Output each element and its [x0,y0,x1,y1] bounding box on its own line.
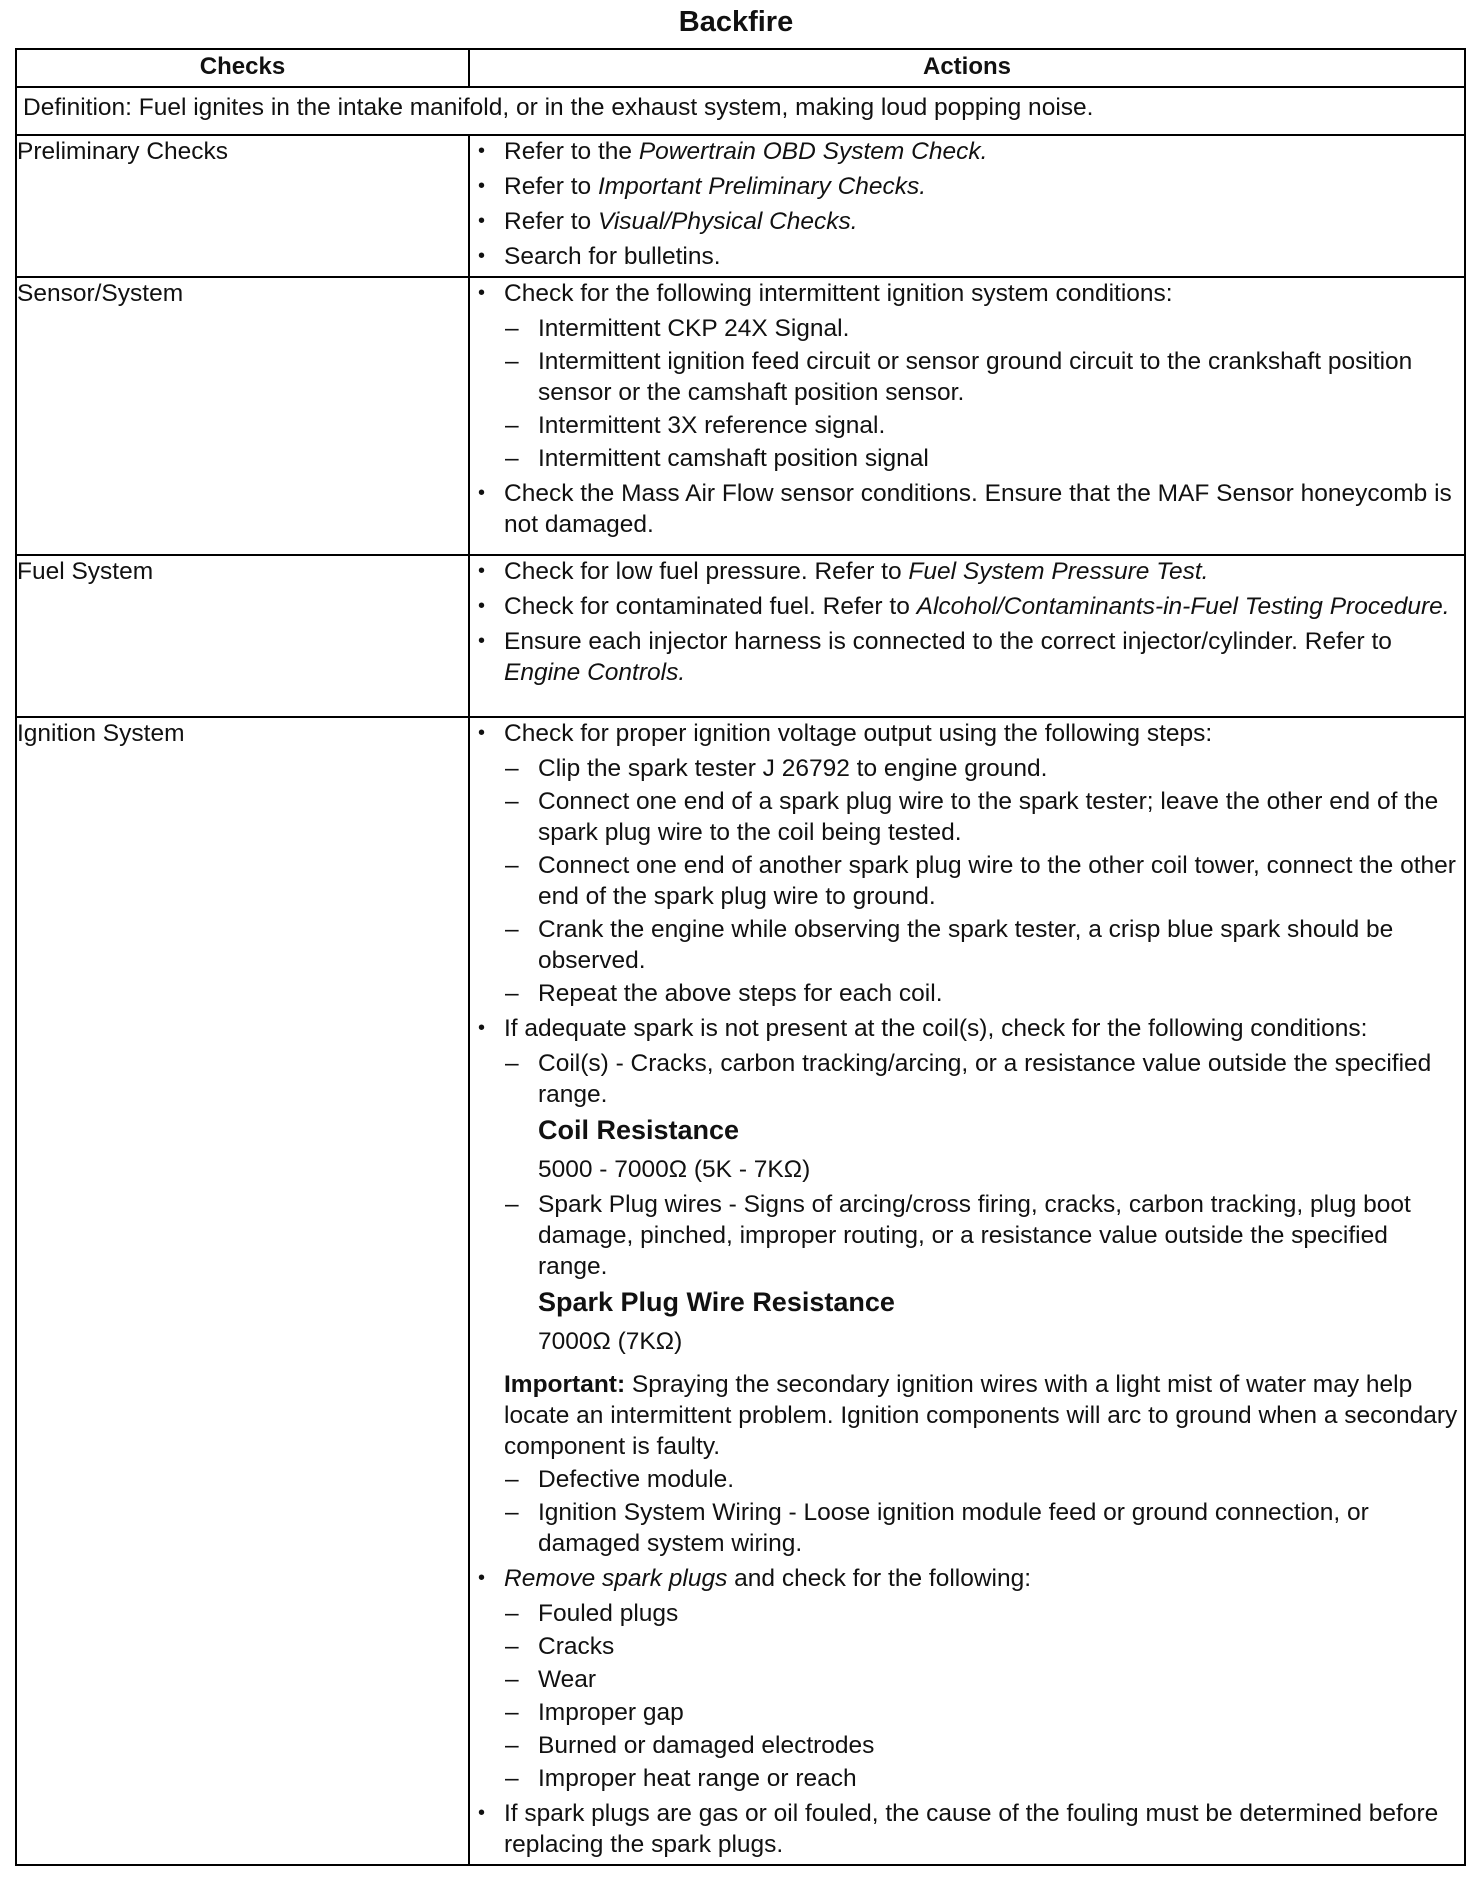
checks-header: Checks [16,49,469,87]
list-item: • If spark plugs are gas or oil fouled, the cause of the fouling must be determined before replacing the spark plugs. [504,1798,1464,1860]
sub-item: – Burned or damaged electrodes [538,1730,1464,1761]
sub-item: – Connect one end of a spark plug wire to the spark tester; leave the other end of the spark plug wire to the coil being tested. [538,786,1464,848]
list-item: • Remove spark plugs and check for the following: – Fouled plugs – Cracks – Wear – Improper gap – Burned or damaged electrodes – Improper heat range or reach [504,1563,1464,1794]
page-title: Backfire [678,6,794,38]
diagnostic-table [15,48,1466,1866]
sub-item: – Intermittent CKP 24X Signal. [538,313,1464,344]
sub-item: – Improper heat range or reach [538,1763,1464,1794]
list-item: • Check for contaminated fuel. Refer to Alcohol/Contaminants-in-Fuel Testing Procedure. [504,591,1464,622]
sub-item: – Spark Plug wires - Signs of arcing/cross firing, cracks, carbon tracking, plug boot damage, pinched, improper routing, or a resistance value outside the specified range. Spark Plug Wire Resistance 7000Ω (7KΩ) [538,1189,1464,1357]
sub-item: – Connect one end of another spark plug wire to the other coil tower, connect the other end of the spark plug wire to ground. [538,850,1464,912]
sub-item: – Intermittent camshaft position signal [538,443,1464,474]
definition-text: Definition: Fuel ignites in the intake manifold, or in the exhaust system, making loud popping noise. [16,87,1465,135]
list-item: • Check for low fuel pressure. Refer to Fuel System Pressure Test. [504,556,1464,587]
list-item: • Refer to Important Preliminary Checks. [504,171,1464,202]
actions-cell [469,717,1465,1865]
list-item: • Check the Mass Air Flow sensor conditions. Ensure that the MAF Sensor honeycomb is not damaged. [504,478,1464,540]
list-item: • If adequate spark is not present at the coil(s), check for the following conditions: – Coil(s) - Cracks, carbon tracking/arcing, or a resistance value outside the specified range. Coil Resistance 5000 - 7000Ω (5K - 7KΩ) – Spark Plug wires - Signs of arcing/cross firing, cracks, carbon tracking, plug boot damage, pinched, improper routing, or a resistance value outside the specified range. Spark Plug Wire Resistance 7000Ω (7KΩ) Important: Spraying the secondary ignition wires with a light mist of water may help locate an intermittent problem. Ignition components will arc to ground when a secondary component is faulty. – Defective module. – Ignition System Wiring - Loose ignition module feed or ground connection, or damaged system wiring. [504,1013,1464,1559]
wire-resistance-title: Spark Plug Wire Resistance [538,1287,895,1317]
sub-item: – Wear [538,1664,1464,1695]
wire-resistance-value: 7000Ω (7KΩ) [538,1328,683,1355]
actions-cell [469,277,1465,555]
sub-item: – Crank the engine while observing the spark tester, a crisp blue spark should be observed. [538,914,1464,976]
check-label: Sensor/System [16,277,469,555]
list-item: • Search for bulletins. [504,241,1464,272]
list-item: • Check for the following intermittent ignition system conditions: – Intermittent CKP 24X Signal. – Intermittent ignition feed circuit or sensor ground circuit to the crankshaft position sensor or the camshaft position sensor. – Intermittent 3X reference signal. – Intermittent camshaft position signal [504,278,1464,474]
sub-item: – Intermittent 3X reference signal. [538,410,1464,441]
list-item: • Ensure each injector harness is connected to the correct injector/cylinder. Refer to Engine Controls. [504,626,1464,688]
coil-resistance-title: Coil Resistance [538,1115,740,1145]
sub-item: – Intermittent ignition feed circuit or sensor ground circuit to the crankshaft position sensor or the camshaft position sensor. [538,346,1464,408]
sub-item: – Repeat the above steps for each coil. [538,978,1464,1009]
coil-resistance-value: 5000 - 7000Ω (5K - 7KΩ) [538,1156,811,1183]
check-label: Preliminary Checks [16,135,469,277]
sub-item: – Coil(s) - Cracks, carbon tracking/arcing, or a resistance value outside the specified range. Coil Resistance 5000 - 7000Ω (5K - 7KΩ) [538,1048,1464,1185]
sub-item: – Cracks [538,1631,1464,1662]
actions-cell [469,555,1465,717]
sub-item: – Ignition System Wiring - Loose ignition module feed or ground connection, or damaged system wiring. [538,1497,1464,1559]
list-item: • Refer to Visual/Physical Checks. [504,206,1464,237]
table-row-ignition [16,717,1465,1865]
check-label: Ignition System [16,717,469,1865]
table-row-preliminary [16,135,1465,277]
sub-item: – Improper gap [538,1697,1464,1728]
sub-item: – Fouled plugs [538,1598,1464,1629]
definition-row [16,87,1465,135]
important-note: Important: Spraying the secondary ignition wires with a light mist of water may help locate an intermittent problem. Ignition components will arc to ground when a secondary component is faulty. [504,1371,1458,1460]
actions-header: Actions [469,49,1465,87]
actions-cell [469,135,1465,277]
sub-item: – Defective module. [538,1464,1464,1495]
table-row-sensor [16,277,1465,555]
header-row [16,49,1465,87]
table-row-fuel [16,555,1465,717]
check-label: Fuel System [16,555,469,717]
sub-item: – Clip the spark tester J 26792 to engine ground. [538,753,1464,784]
list-item: • Check for proper ignition voltage output using the following steps: – Clip the spark tester J 26792 to engine ground. – Connect one end of a spark plug wire to the spark tester; leave the other end of the spark plug wire to the coil being tested. – Connect one end of another spark plug wire to the other coil tower, connect the other end of the spark plug wire to ground. – Crank the engine while observing the spark tester, a crisp blue spark should be observed. – Repeat the above steps for each coil. [504,718,1464,1009]
list-item: • Refer to the Powertrain OBD System Check. [504,136,1464,167]
